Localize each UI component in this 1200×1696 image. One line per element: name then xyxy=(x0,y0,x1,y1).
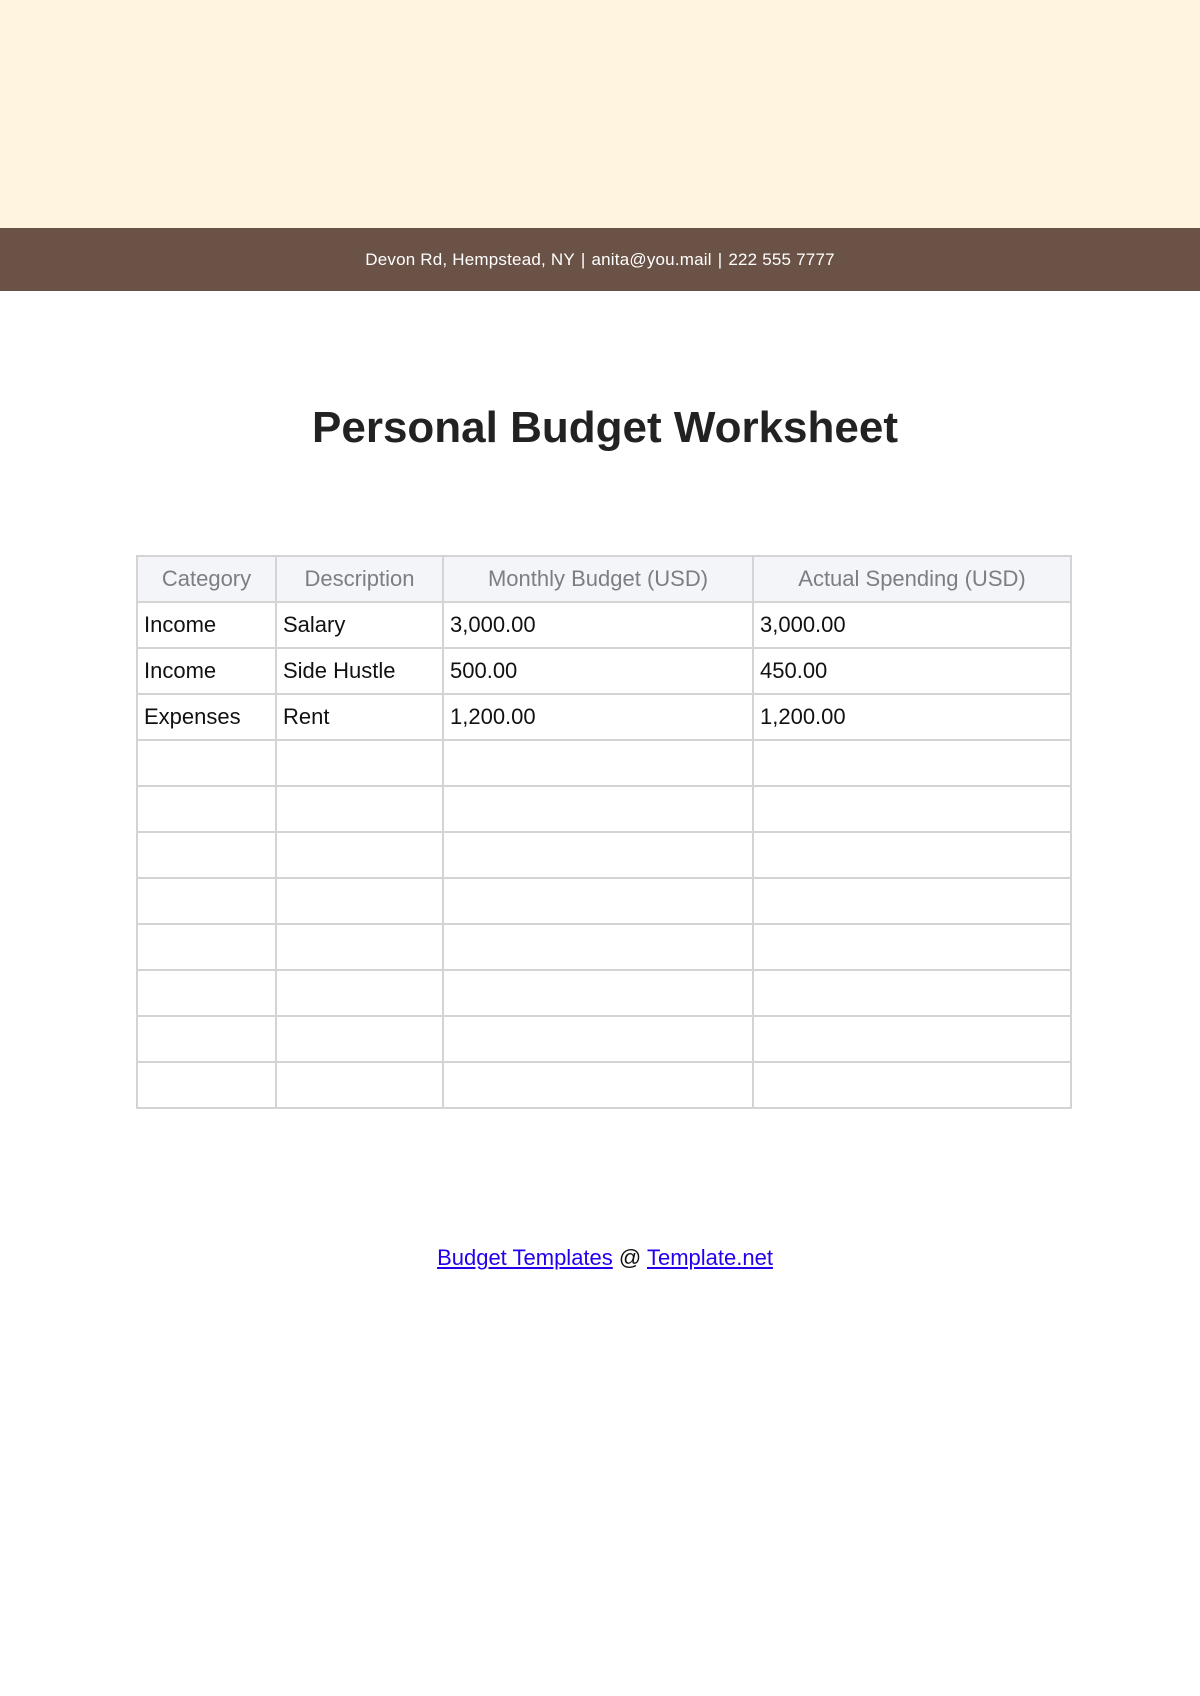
cell-category: Income xyxy=(137,648,276,694)
budget-templates-link[interactable]: Budget Templates xyxy=(437,1245,613,1270)
cell-monthly-budget xyxy=(443,1016,753,1062)
cell-actual-spending xyxy=(753,740,1071,786)
template-net-link[interactable]: Template.net xyxy=(646,1245,773,1270)
table-row xyxy=(137,602,1071,648)
table-row xyxy=(137,878,1071,924)
cell-monthly-budget xyxy=(443,740,753,786)
table-row xyxy=(137,832,1071,878)
cell-actual-spending xyxy=(753,924,1071,970)
cell-category xyxy=(137,924,276,970)
table-row xyxy=(137,1062,1071,1108)
cell-actual-spending xyxy=(753,878,1071,924)
table-row xyxy=(137,970,1071,1016)
cell-monthly-budget: 500.00 xyxy=(443,648,753,694)
page-title: Personal Budget Worksheet xyxy=(312,403,898,452)
cell-description: Salary xyxy=(276,602,443,648)
table-row xyxy=(137,648,1071,694)
cell-actual-spending xyxy=(753,1062,1071,1108)
cell-description xyxy=(276,786,443,832)
cell-category xyxy=(137,1062,276,1108)
cell-category: Income xyxy=(137,602,276,648)
cell-description xyxy=(276,740,443,786)
contact-address: Devon Rd, Hempstead, NY xyxy=(365,249,575,269)
cell-category xyxy=(137,970,276,1016)
header-monthly-budget: Monthly Budget (USD) xyxy=(443,556,753,602)
cell-monthly-budget xyxy=(443,878,753,924)
cell-actual-spending: 1,200.00 xyxy=(753,694,1071,740)
cell-actual-spending xyxy=(753,786,1071,832)
cell-description xyxy=(276,1062,443,1108)
contact-phone: 222 555 7777 xyxy=(728,249,835,269)
header-actual-spending: Actual Spending (USD) xyxy=(753,556,1071,602)
cell-actual-spending: 450.00 xyxy=(753,648,1071,694)
cell-category xyxy=(137,786,276,832)
cell-actual-spending xyxy=(753,970,1071,1016)
cell-monthly-budget xyxy=(443,786,753,832)
cell-monthly-budget: 3,000.00 xyxy=(443,602,753,648)
cell-monthly-budget xyxy=(443,1062,753,1108)
cell-description xyxy=(276,878,443,924)
cell-description: Side Hustle xyxy=(276,648,443,694)
cell-actual-spending: 3,000.00 xyxy=(753,602,1071,648)
table-row xyxy=(137,740,1071,786)
table-row xyxy=(137,1016,1071,1062)
header-band xyxy=(0,0,1200,228)
table-header-row xyxy=(137,556,1071,602)
footer xyxy=(0,1245,1200,1271)
contact-separator: | xyxy=(580,249,586,269)
cell-description xyxy=(276,1016,443,1062)
table-row xyxy=(137,786,1071,832)
cell-category xyxy=(137,878,276,924)
cell-category: Expenses xyxy=(137,694,276,740)
table-row xyxy=(137,924,1071,970)
budget-table xyxy=(136,555,1072,1109)
cell-monthly-budget xyxy=(443,924,753,970)
header-description: Description xyxy=(276,556,443,602)
contact-separator: | xyxy=(717,249,723,269)
cell-description xyxy=(276,970,443,1016)
contact-email: anita@you.mail xyxy=(591,249,712,269)
header-category: Category xyxy=(137,556,276,602)
cell-category xyxy=(137,832,276,878)
cell-description: Rent xyxy=(276,694,443,740)
cell-category xyxy=(137,740,276,786)
cell-monthly-budget xyxy=(443,970,753,1016)
cell-monthly-budget: 1,200.00 xyxy=(443,694,753,740)
contact-bar xyxy=(0,228,1200,291)
cell-category xyxy=(137,1016,276,1062)
cell-actual-spending xyxy=(753,832,1071,878)
cell-actual-spending xyxy=(753,1016,1071,1062)
cell-description xyxy=(276,832,443,878)
table-row xyxy=(137,694,1071,740)
cell-description xyxy=(276,924,443,970)
footer-at: @ xyxy=(618,1245,642,1270)
cell-monthly-budget xyxy=(443,832,753,878)
